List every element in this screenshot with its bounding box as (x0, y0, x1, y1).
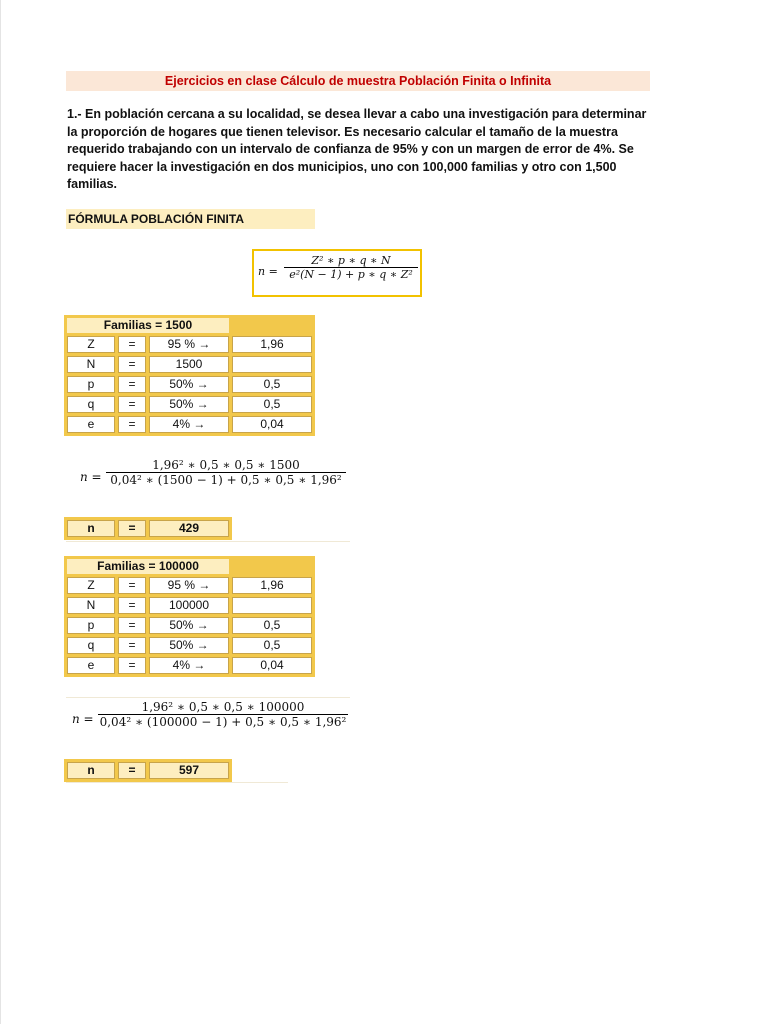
eq-cell: = (118, 617, 146, 634)
page-edge (0, 0, 1, 1024)
value-cell: 0,5 (232, 637, 312, 654)
result-value: 597 (149, 762, 229, 779)
calculation-100000 (66, 698, 350, 740)
given-cell: 50% → (149, 637, 229, 654)
result-var: n (67, 520, 115, 537)
given-cell: 4% → (149, 416, 229, 433)
value-cell: 0,04 (232, 657, 312, 674)
var-cell: e (67, 416, 115, 433)
result-100000 (64, 759, 232, 782)
formula-numerator: Z² ∗ p ∗ q ∗ N (311, 254, 391, 267)
table-row (67, 396, 312, 413)
calc-denominator: 0,04² ∗ (1500 − 1) + 0,5 ∗ 0,5 ∗ 1,96² (110, 473, 342, 487)
table-header: Familias = 1500 (67, 318, 229, 333)
value-cell: 0,5 (232, 396, 312, 413)
table-row (67, 356, 312, 373)
eq-cell: = (118, 336, 146, 353)
given-cell: 50% → (149, 376, 229, 393)
var-cell: q (67, 637, 115, 654)
calculation-1500 (66, 456, 350, 498)
calc-fraction (106, 458, 346, 487)
formula-fraction (284, 254, 418, 281)
var-cell: Z (67, 577, 115, 594)
value-cell: 0,5 (232, 617, 312, 634)
calc-lhs: n = (72, 712, 94, 726)
divider (66, 782, 288, 783)
calc-fraction (98, 700, 348, 729)
table-familias-1500 (64, 315, 315, 436)
section-heading: FÓRMULA POBLACIÓN FINITA (66, 209, 315, 229)
given-cell: 95 % → (149, 577, 229, 594)
result-eq: = (118, 520, 146, 537)
eq-cell: = (118, 416, 146, 433)
eq-cell: = (118, 376, 146, 393)
calc-numerator: 1,96² ∗ 0,5 ∗ 0,5 ∗ 1500 (152, 458, 300, 472)
result-1500 (64, 517, 232, 540)
var-cell: p (67, 617, 115, 634)
result-var: n (67, 762, 115, 779)
table-row (67, 416, 312, 433)
table-row (67, 577, 312, 594)
calc-denominator: 0,04² ∗ (100000 − 1) + 0,5 ∗ 0,5 ∗ 1,96² (99, 715, 347, 729)
table-row (67, 376, 312, 393)
value-cell (232, 356, 312, 373)
value-cell: 0,5 (232, 376, 312, 393)
var-cell: N (67, 356, 115, 373)
var-cell: e (67, 657, 115, 674)
table-row (67, 657, 312, 674)
given-cell: 1500 (149, 356, 229, 373)
var-cell: q (67, 396, 115, 413)
result-eq: = (118, 762, 146, 779)
table-row (67, 637, 312, 654)
table-row (67, 617, 312, 634)
eq-cell: = (118, 577, 146, 594)
calc-lhs: n = (80, 470, 102, 484)
var-cell: N (67, 597, 115, 614)
page-title: Ejercicios en clase Cálculo de muestra Población Finita o Infinita (66, 71, 650, 91)
result-value: 429 (149, 520, 229, 537)
table-row (67, 336, 312, 353)
general-formula (252, 249, 422, 297)
table-familias-100000 (64, 556, 315, 677)
given-cell: 100000 (149, 597, 229, 614)
given-cell: 4% → (149, 657, 229, 674)
eq-cell: = (118, 597, 146, 614)
eq-cell: = (118, 637, 146, 654)
var-cell: Z (67, 336, 115, 353)
table-header: Familias = 100000 (67, 559, 229, 574)
var-cell: p (67, 376, 115, 393)
value-cell: 1,96 (232, 336, 312, 353)
given-cell: 50% → (149, 396, 229, 413)
value-cell: 0,04 (232, 416, 312, 433)
value-cell: 1,96 (232, 577, 312, 594)
eq-cell: = (118, 657, 146, 674)
given-cell: 50% → (149, 617, 229, 634)
value-cell (232, 597, 312, 614)
eq-cell: = (118, 396, 146, 413)
problem-statement: 1.- En población cercana a su localidad, se desea llevar a cabo una investigación para determinar la proporción de hogares que tienen televisor. Es necesario calcular el tamaño de la muestra requerido trabajando con un intervalo de confianza de 95% y con un margen de error de 4%. Se requiere hacer la investigación en dos municipios, uno con 100,000 familias y otro con 1,500 familias. (67, 107, 647, 192)
divider (66, 541, 350, 542)
formula-denominator: e²(N − 1) + p ∗ q ∗ Z² (289, 268, 413, 281)
eq-cell: = (118, 356, 146, 373)
calc-numerator: 1,96² ∗ 0,5 ∗ 0,5 ∗ 100000 (141, 700, 305, 714)
given-cell: 95 % → (149, 336, 229, 353)
table-row (67, 597, 312, 614)
formula-lhs: n = (258, 265, 278, 278)
